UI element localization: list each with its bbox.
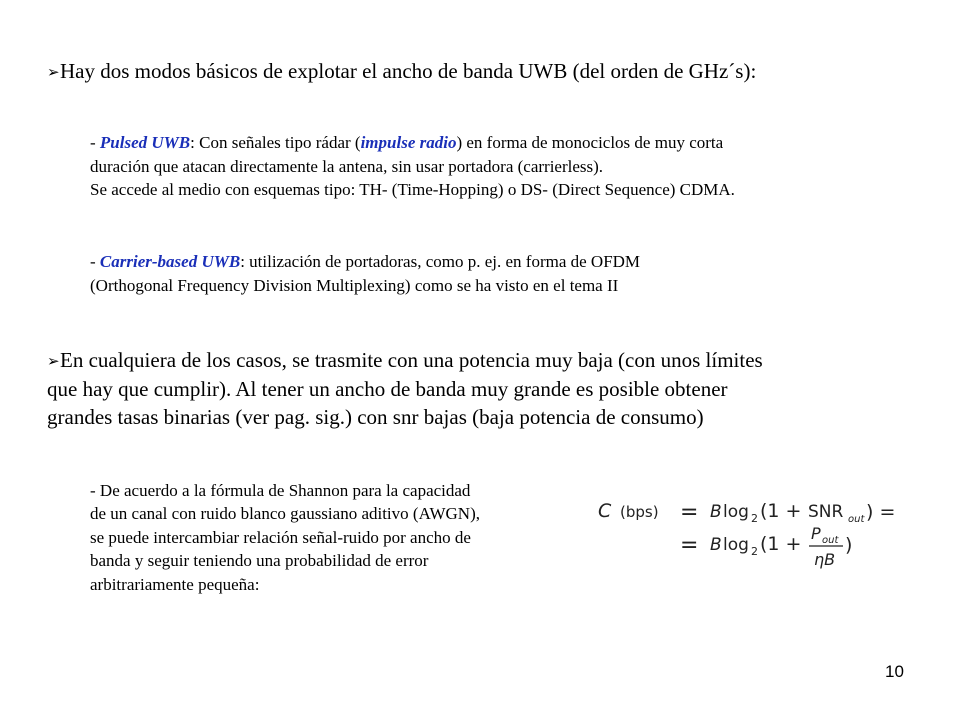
formula-snr: SNR xyxy=(808,502,844,522)
formula-close-eq: ) = xyxy=(866,501,896,523)
formula-b-2: B xyxy=(710,535,722,555)
arrow-bullet-icon: ➢ xyxy=(47,63,60,81)
formula-snr-sub: out xyxy=(848,514,865,525)
arrow-bullet-icon: ➢ xyxy=(47,352,60,370)
shannon-line: - De acuerdo a la fórmula de Shannon para la capacidad xyxy=(90,481,471,500)
page-number: 10 xyxy=(885,662,904,681)
pulsed-text-2: ) en forma de monociclos de muy corta xyxy=(456,133,724,152)
formula-c: C xyxy=(598,500,612,522)
pulsed-uwb-paragraph xyxy=(90,131,735,202)
pulsed-line-3: Se accede al medio con esquemas tipo: TH- (Time-Hopping) o DS- (Direct Sequence) CDMA. xyxy=(90,180,735,199)
impulse-radio-term: impulse radio xyxy=(360,133,457,152)
carrier-text-1: : utilización de portadoras, como p. ej. en forma de OFDM xyxy=(240,252,641,271)
formula-open-2: (1 + xyxy=(760,533,802,555)
carrier-line-2: (Orthogonal Frequency Division Multiplexing) como se ha visto en el tema II xyxy=(90,275,619,295)
shannon-capacity-formula xyxy=(592,490,917,580)
formula-eta-b: ηB xyxy=(814,550,836,569)
formula-log: log xyxy=(723,502,749,522)
dash: - xyxy=(90,133,100,152)
carrier-uwb-paragraph xyxy=(90,250,640,297)
shannon-paragraph xyxy=(90,479,480,596)
shannon-line: banda y seguir teniendo una probabilidad de error xyxy=(90,551,429,571)
formula-log-2: log xyxy=(723,535,749,555)
formula-bps: (bps) xyxy=(620,503,659,521)
bullet-2-line-2: que hay que cumplir). Al tener un ancho de banda muy grande es posible obtener xyxy=(47,377,728,401)
formula-open: (1 + xyxy=(760,500,802,522)
pulsed-line-2: duración que atacan directamente la antena, sin usar portadora (carrierless). xyxy=(90,156,604,176)
formula-close-2: ) xyxy=(845,534,853,556)
shannon-line: se puede intercambiar relación señal-ruido por ancho de xyxy=(90,527,471,547)
shannon-line: arbitrariamente pequeña: xyxy=(90,574,260,594)
carrier-line-1 xyxy=(90,250,640,274)
formula-equals-1: = xyxy=(680,500,699,525)
bullet-2-line-1 xyxy=(47,346,927,375)
bullet-2 xyxy=(47,346,927,431)
formula-log-base-2: 2 xyxy=(751,545,758,558)
formula-equals-2: = xyxy=(680,533,699,558)
bullet-1-text: Hay dos modos básicos de explotar el ancho de banda UWB (del orden de GHz´s): xyxy=(60,59,757,83)
pulsed-uwb-term: Pulsed UWB xyxy=(99,133,191,152)
pulsed-line-1 xyxy=(90,131,735,155)
bullet-1 xyxy=(47,57,756,86)
formula-b: B xyxy=(710,502,722,522)
formula-log-base: 2 xyxy=(751,512,758,525)
shannon-line: de un canal con ruido blanco gaussiano aditivo (AWGN), xyxy=(90,504,480,524)
formula-p: P xyxy=(811,524,821,543)
formula-p-sub: out xyxy=(822,535,839,546)
dash: - xyxy=(90,252,100,271)
bullet-2-line-3: grandes tasas binarias (ver pag. sig.) con snr bajas (baja potencia de consumo) xyxy=(47,405,704,429)
bullet-2-text-1: En cualquiera de los casos, se trasmite con una potencia muy baja (con unos límites xyxy=(60,348,763,372)
carrier-uwb-term: Carrier-based UWB xyxy=(99,252,241,271)
pulsed-text-1: : Con señales tipo rádar ( xyxy=(190,133,361,152)
